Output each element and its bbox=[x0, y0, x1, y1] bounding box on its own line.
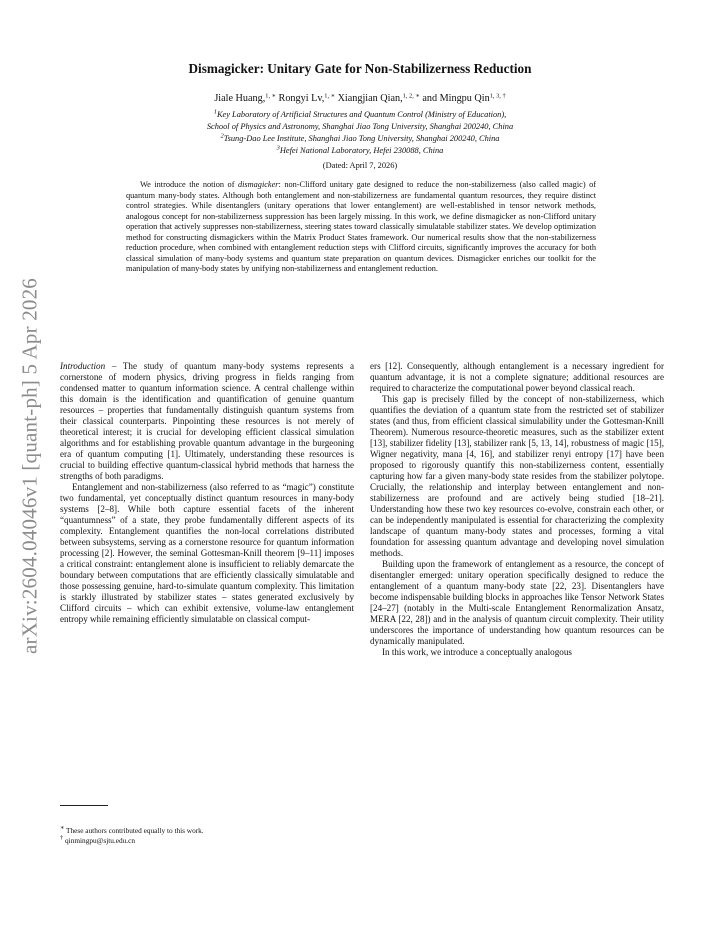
affiliation-line bbox=[60, 134, 660, 145]
paragraph-text: – The study of quantum many-body systems represents a cornerstone of modern physics, driving progress in fields ranging from condensed matter to quantum information science. A central challenge within this domain is the identification and quantification of genuine quantum resources – properties that fundamentally distinguish quantum systems from their classical counterparts. Pinpointing these resources is not merely of theoretical interest; it is crucial for developing efficient classical simulation algorithms and for establishing provable quantum advantage in the burgeoning era of quantum computing [1]. Ultimately, understanding these resources is crucial to building effective quantum-classical hybrid methods that harness the strengths of both paradigms. bbox=[60, 361, 354, 481]
author-affiliation-mark: 1, ∗ bbox=[324, 92, 336, 100]
affiliation-mark: 2 bbox=[220, 132, 224, 140]
author-name: Mingpu Qin bbox=[439, 93, 490, 104]
footnote-mark: ∗ bbox=[60, 824, 65, 832]
footnote bbox=[60, 826, 354, 836]
affiliation-line bbox=[60, 122, 660, 133]
arxiv-identifier-stamp bbox=[0, 0, 58, 932]
footnote-text: These authors contributed equally to this work. bbox=[64, 826, 204, 835]
author-affiliation-mark: 1, 2, ∗ bbox=[402, 92, 420, 100]
paragraph: In this work, we introduce a conceptually analogous bbox=[382, 647, 572, 657]
author-affiliation-mark: 1, 3, † bbox=[489, 92, 506, 100]
abstract-text: : non-Clifford unitary gate designed to reduce the non-stabilizerness (also called magic) of quantum many-body states. Although both entanglement and non-stabilizerness are fundamental quantum resources, they require distinct control strategies. While disentanglers (unitary operations that lower entanglement) are well-established in tensor network methods, analogous concept for non-stabilizerness suppression has been largely missing. In this work, we define dismagicker as non-Clifford unitary operation that actively suppresses non-stabilizerness, steering states toward classically simulatable stabilizer states. We develop optimization method for constructing dismagickers within the Matrix Product States framework. Our numerical results show that the non-stabilizerness reduction procedure, when combined with entanglement reduction steps with Clifford circuits, significantly improves the accuracy for both classical simulation of many-body systems and quantum state preparation on quantum devices. Dismagicker enriches our toolkit for the manipulation of many-body states by unifying non-stabilizerness and entanglement reduction. bbox=[126, 180, 596, 273]
arxiv-identifier-text: arXiv:2604.04046v1 [quant-ph] 5 Apr 2026 bbox=[17, 277, 42, 655]
section-heading: Introduction bbox=[60, 361, 106, 371]
dated-line: (Dated: April 7, 2026) bbox=[322, 161, 398, 170]
affiliation-text: Hefei National Laboratory, Hefei 230088, China bbox=[279, 146, 444, 155]
author-name: Jiale Huang, bbox=[214, 93, 266, 104]
affiliation-text: Tsung-Dao Lee Institute, Shanghai Jiao Tong University, Shanghai 200240, China bbox=[223, 134, 500, 143]
paragraph: Entanglement and non-stabilizerness (also referred to as “magic”) constitute two fundamental, yet conceptually distinct quantum resources in many-body systems [2–8]. While both capture essential facets of the inherent “quantumness” of a state, they probe fundamentally different aspects of its complexity. Entanglement quantifies the non-local correlations distributed between subsystems, serving as a cornerstone resource for quantum information processing [2]. However, the seminal Gottesman-Knill theorem [9–11] imposes a critical constraint: entanglement alone is insufficient to reliably demarcate the boundary between computations that are efficiently classically simulatable and those possessing genuine, hard-to-simulate quantum complexity. This limitation is starkly illustrated by stabilizer states – states generated exclusively by Clifford circuits – which can exhibit extensive, volume-law entanglement entropy while remaining efficiently simulatable on classical comput- bbox=[60, 482, 354, 624]
paragraph: ers [12]. Consequently, although entanglement is a necessary ingredient for quantum advantage, it is not a complete signature; additional resources are required to characterize the computational power beyond classical reach. bbox=[370, 361, 664, 393]
affiliation-line bbox=[60, 146, 660, 157]
footnote-mark: † bbox=[60, 834, 64, 842]
author-list bbox=[60, 93, 660, 104]
affiliation-mark: 1 bbox=[213, 108, 217, 116]
affiliation-line bbox=[60, 110, 660, 121]
left-column bbox=[60, 361, 354, 625]
author-conjunction: and bbox=[422, 93, 438, 104]
abstract bbox=[126, 180, 596, 275]
author-name: Rongyi Lv, bbox=[278, 93, 325, 104]
footnote-rule bbox=[60, 805, 108, 806]
abstract-emphasis: dismagicker bbox=[237, 180, 279, 189]
paper-title: Dismagicker: Unitary Gate for Non-Stabilizerness Reduction bbox=[188, 61, 532, 76]
footnote-email: qinmingpu@sjtu.edu.cn bbox=[63, 836, 135, 845]
right-column bbox=[370, 361, 664, 658]
footnotes bbox=[60, 826, 354, 846]
affiliation-mark: 3 bbox=[276, 144, 280, 152]
affiliation-text: School of Physics and Astronomy, Shanghai Jiao Tong University, Shanghai 200240, China bbox=[206, 122, 514, 131]
paragraph: This gap is precisely filled by the concept of non-stabilizerness, which quantifies the deviation of a quantum state from the restricted set of stabilizer states (and thus, from efficient classical simulability under the Gottesman-Knill Theorem). Numerous resource-theoretic measures, such as the stabilizer extent [13], stabilizer fidelity [13], stabilizer rank [5, 13, 14], robustness of magic [15], Wigner negativity, mana [4, 16], and stabilizer renyi entropy [17] have been proposed to rigorously quantify this non-stabilizerness content, essentially capturing how far a given many-body state resides from the stabilizer polytope. Crucially, the relationship and interplay between entanglement and non-stabilizerness are profound and are actively being studied [18–21]. Understanding how these two key resources co-evolve, constrain each other, or can be independently manipulated is essential for characterizing the complexity landscape of quantum many-body states and processes, forming a vital foundation for assessing quantum advantage and developing novel simulation methods. bbox=[370, 394, 664, 558]
paragraph bbox=[60, 361, 354, 482]
abstract-text: We introduce the notion of bbox=[140, 180, 238, 189]
author-name: Xiangjian Qian, bbox=[337, 93, 403, 104]
footnote bbox=[60, 836, 354, 846]
author-affiliation-mark: 1, ∗ bbox=[265, 92, 276, 100]
paragraph: Building upon the framework of entanglement as a resource, the concept of disentangler emerged: unitary operation specifically designed to reduce the entanglement of a quantum many-body state [22, 23]. Disentanglers have become indispensable building blocks in approaches like Tensor Network States [24–27] (notably in the Multi-scale Entanglement Renormalization Ansatz, MERA [22, 28]) and in the analysis of quantum circuit complexity. Their utility underscores the importance of understanding how quantum resources can be dynamically manipulated. bbox=[370, 559, 664, 646]
affiliation-text: Key Laboratory of Artificial Structures and Quantum Control (Ministry of Education), bbox=[216, 110, 507, 119]
